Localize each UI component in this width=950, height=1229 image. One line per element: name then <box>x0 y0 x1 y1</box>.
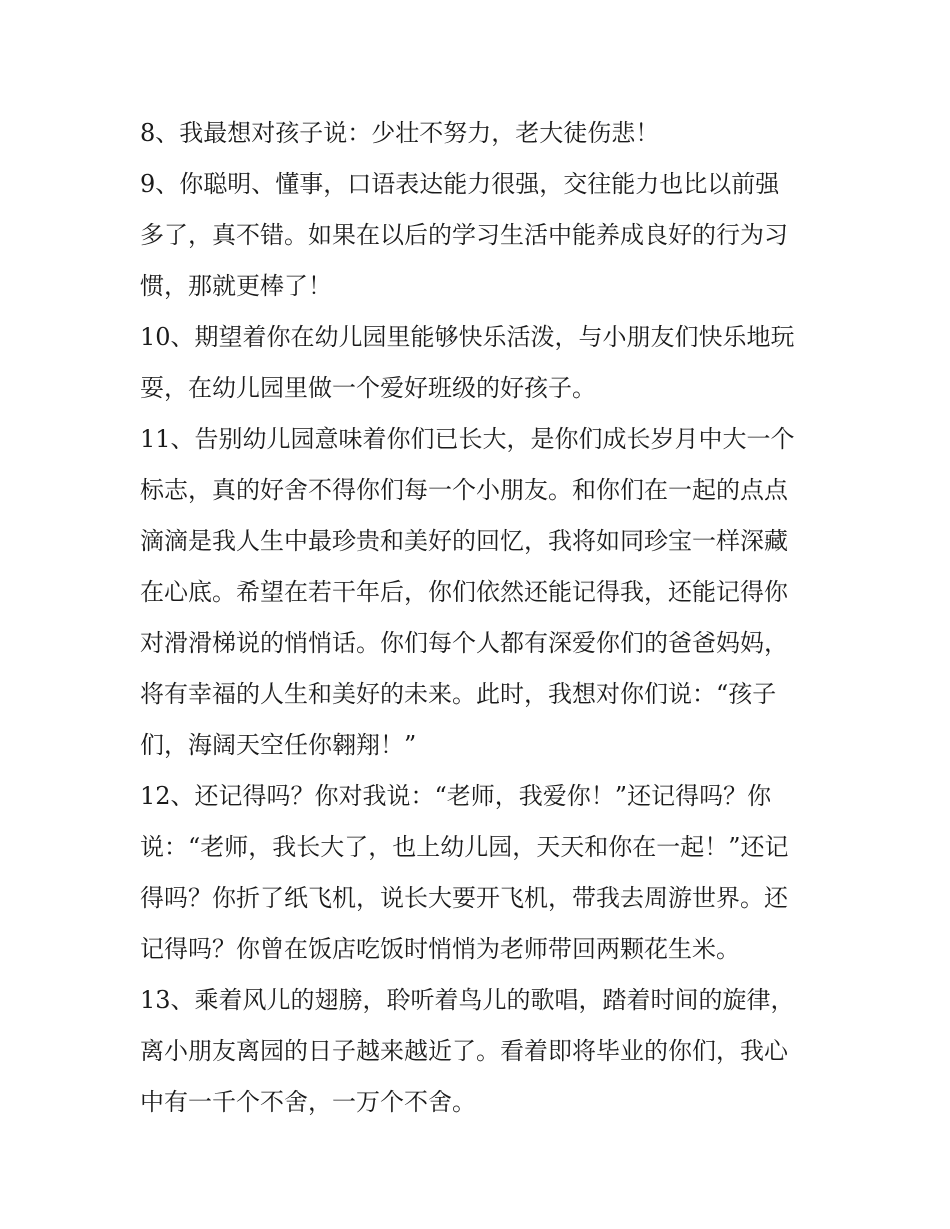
text-line-6: 耍，在幼儿园里做一个爱好班级的好孩子。 <box>140 374 596 402</box>
text-line-20: 中有一千个不舍，一万个不舍。 <box>140 1088 476 1116</box>
text-line-2: 9、你聪明、懂事，口语表达能力很强，交往能力也比以前强 <box>140 170 780 198</box>
document-body <box>140 108 812 1128</box>
text-line-18: 13、乘着风儿的翅膀，聆听着鸟儿的歌唱，踏着时间的旋律， <box>140 986 795 1014</box>
text-line-13: 们，海阔天空任你翱翔！” <box>140 731 417 759</box>
text-line-3: 多了，真不错。如果在以后的学习生活中能养成良好的行为习 <box>140 221 788 249</box>
text-line-8: 标志，真的好舍不得你们每一个小朋友。和你们在一起的点点 <box>140 476 788 504</box>
text-line-19: 离小朋友离园的日子越来越近了。看着即将毕业的你们，我心 <box>140 1037 788 1065</box>
text-line-17: 记得吗？你曾在饭店吃饭时悄悄为老师带回两颗花生米。 <box>140 935 740 963</box>
text-line-7: 11、告别幼儿园意味着你们已长大，是你们成长岁月中大一个 <box>140 425 795 453</box>
text-line-9: 滴滴是我人生中最珍贵和美好的回忆，我将如同珍宝一样深藏 <box>140 527 788 555</box>
text-line-1: 8、我最想对孩子说：少壮不努力，老大徒伤悲！ <box>140 119 660 147</box>
text-line-11: 对滑滑梯说的悄悄话。你们每个人都有深爱你们的爸爸妈妈， <box>140 629 788 657</box>
text-line-4: 惯，那就更棒了！ <box>140 272 332 300</box>
text-line-5: 10、期望着你在幼儿园里能够快乐活泼，与小朋友们快乐地玩 <box>140 323 795 351</box>
text-line-12: 将有幸福的人生和美好的未来。此时，我想对你们说：“孩子 <box>140 680 777 708</box>
text-line-15: 说：“老师，我长大了，也上幼儿园，天天和你在一起！”还记 <box>140 833 789 861</box>
text-line-10: 在心底。希望在若干年后，你们依然还能记得我，还能记得你 <box>140 578 788 606</box>
text-line-14: 12、还记得吗？你对我说：“老师，我爱你！”还记得吗？你 <box>140 782 772 810</box>
text-line-16: 得吗？你折了纸飞机，说长大要开飞机，带我去周游世界。还 <box>140 884 788 912</box>
